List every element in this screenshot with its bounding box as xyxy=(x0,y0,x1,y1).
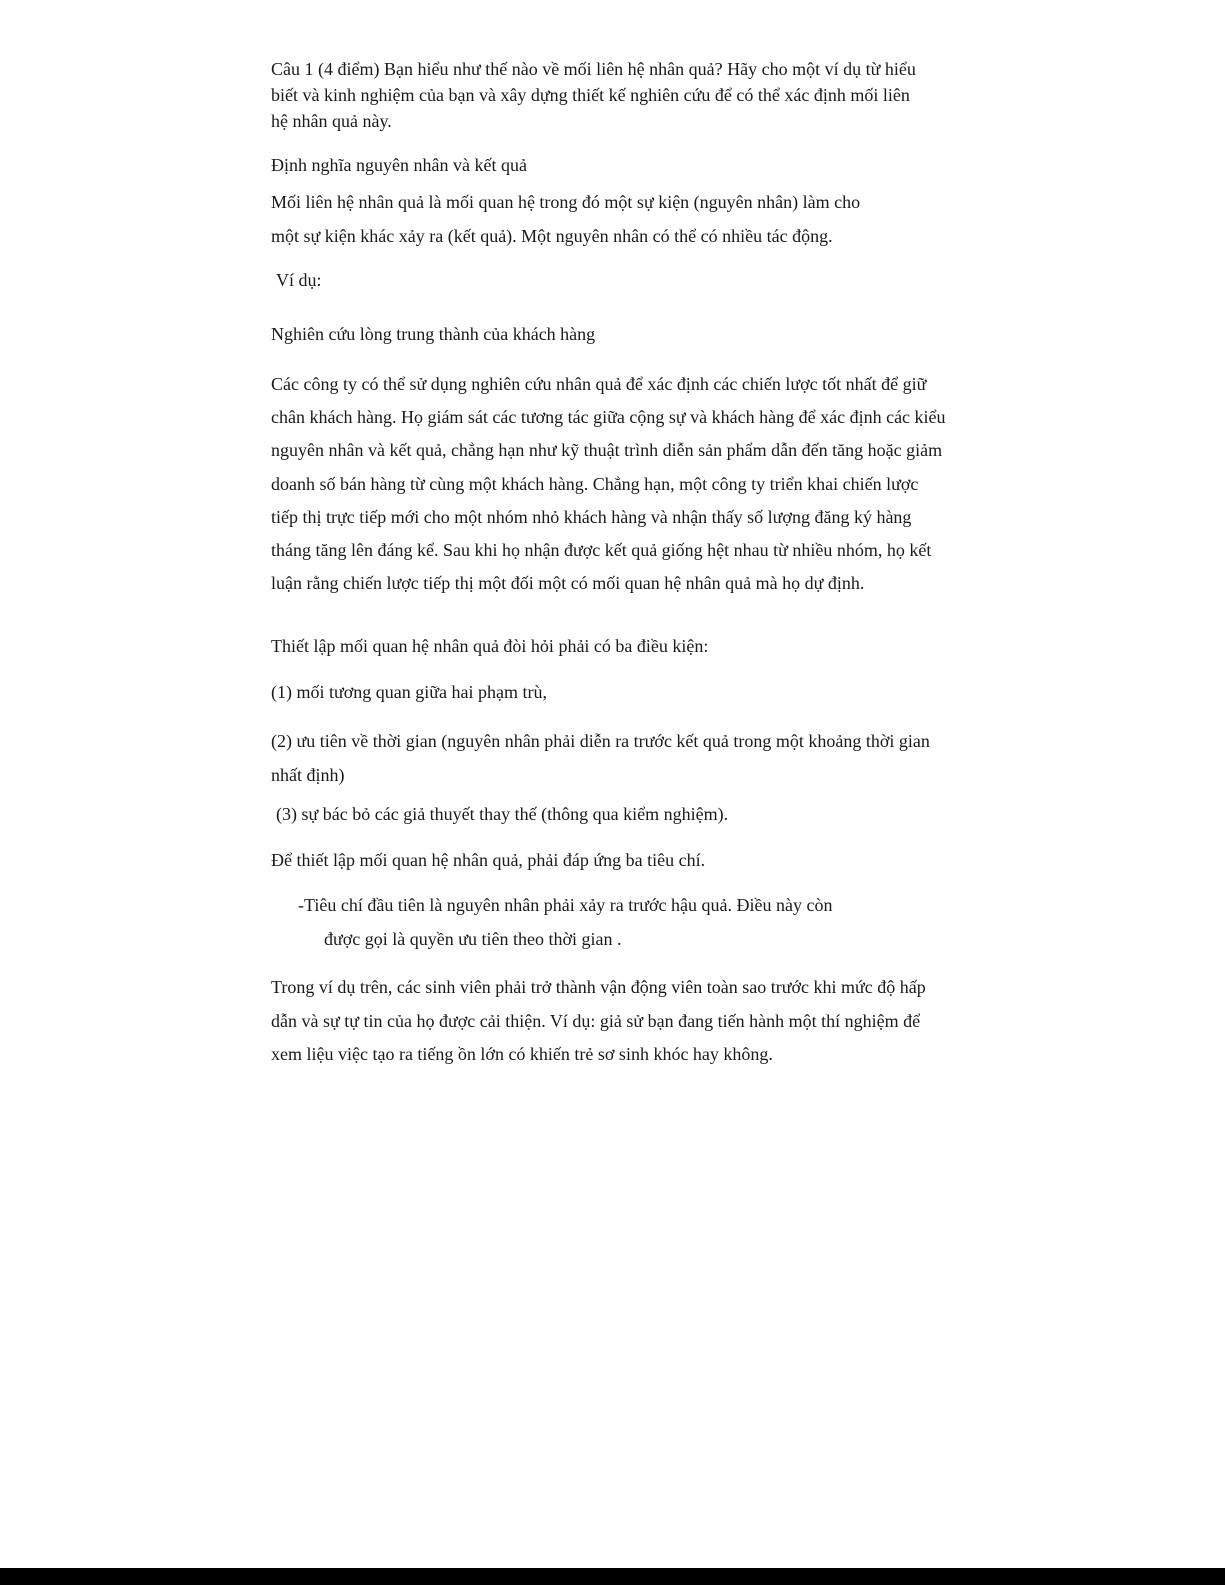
page-bottom-border xyxy=(0,1568,1225,1585)
criterion-line: được gọi là quyền ưu tiên theo thời gian . xyxy=(324,929,622,949)
condition-item: (1) mối tương quan giữa hai phạm trù, xyxy=(271,682,547,702)
closing-paragraph: Trong ví dụ trên, các sinh viên phải trở thành vận động viên toàn sao trước khi mức độ hấp dẫn và sự tự tin của họ được cải thiện. Ví dụ: giả sử bạn đang tiến hành một thí nghiệm để xem liệu việc tạo ra tiếng ồn lớn có khiến trẻ sơ sinh khóc hay không. xyxy=(271,977,926,1064)
definition-line: một sự kiện khác xảy ra (kết quả). Một nguyên nhân có thể có nhiều tác động. xyxy=(271,226,833,246)
example-label: Ví dụ: xyxy=(276,270,322,290)
definition-heading: Định nghĩa nguyên nhân và kết quả xyxy=(271,155,527,175)
condition-item: (3) sự bác bỏ các giả thuyết thay thế (thông qua kiểm nghiệm). xyxy=(276,804,729,824)
research-title: Nghiên cứu lòng trung thành của khách hàng xyxy=(271,324,596,344)
research-paragraph: Các công ty có thể sử dụng nghiên cứu nhân quả để xác định các chiến lược tốt nhất để giữ chân khách hàng. Họ giám sát các tương tác giữa cộng sự và khách hàng để xác định các kiểu nguyên nhân và kết quả, chẳng hạn như kỹ thuật trình diễn sản phẩm dẫn đến tăng hoặc giảm doanh số bán hàng từ cùng một khách hàng. Chẳng hạn, một công ty triển khai chiến lược tiếp thị trực tiếp mới cho một nhóm nhỏ khách hàng và nhận thấy số lượng đăng ký hàng tháng tăng lên đáng kể. Sau khi họ nhận được kết quả giống hệt nhau từ nhiều nhóm, họ kết luận rằng chiến lược tiếp thị một đối một có mối quan hệ nhân quả mà họ dự định. xyxy=(271,374,946,594)
definition-line: Mối liên hệ nhân quả là mối quan hệ trong đó một sự kiện (nguyên nhân) làm cho xyxy=(271,192,861,212)
setup-sentence: Thiết lập mối quan hệ nhân quả đòi hỏi phải có ba điều kiện: xyxy=(271,636,709,656)
question-text: Câu 1 (4 điểm) Bạn hiểu như thế nào về mối liên hệ nhân quả? Hãy cho một ví dụ từ hiểu biết và kinh nghiệm của bạn và xây dựng thiết kế nghiên cứu để có thể xác định mối liên hệ nhân quả này. xyxy=(271,59,916,131)
criteria-intro: Để thiết lập mối quan hệ nhân quả, phải đáp ứng ba tiêu chí. xyxy=(271,850,706,870)
condition-item: (2) ưu tiên về thời gian (nguyên nhân phải diễn ra trước kết quả trong một khoảng thời gian nhất định) xyxy=(271,731,930,785)
criterion-line: -Tiêu chí đầu tiên là nguyên nhân phải xảy ra trước hậu quả. Điều này còn xyxy=(298,895,833,915)
